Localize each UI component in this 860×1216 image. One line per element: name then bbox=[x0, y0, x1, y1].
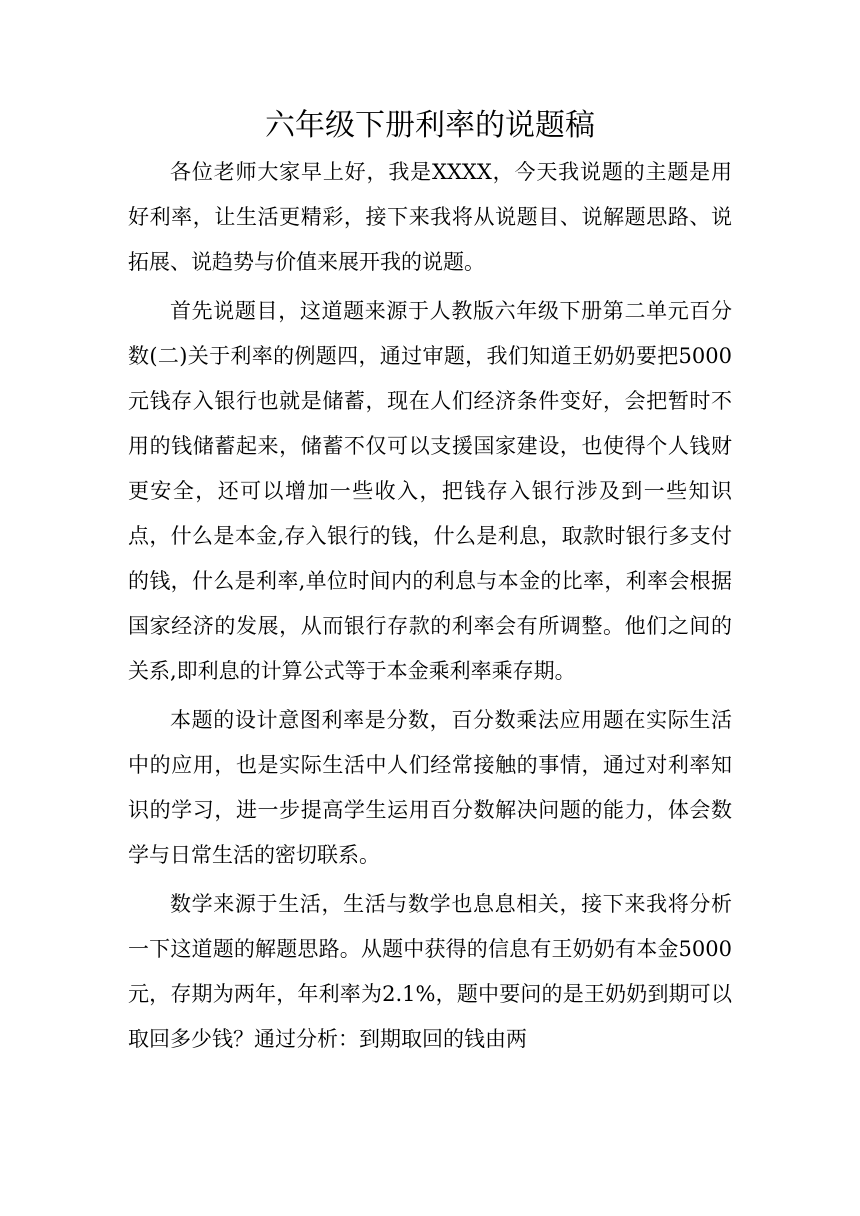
paragraph-problem: 首先说题目，这道题来源于人教版六年级下册第二单元百分数(二)关于利率的例题四，通过审题，我们知道王奶奶要把5000元钱存入银行也就是储蓄，现在人们经济条件变好，会把暂时不用的钱储蓄起来，储蓄不仅可以支援国家建设，也使得个人钱财更安全，还可以增加一些收入，把钱存入银行涉及到一些知识点，什么是本金,存入银行的钱，什么是利息，取款时银行多支付的钱，什么是利率,单位时间内的利息与本金的比率，利率会根据国家经济的发展，从而银行存款的利率会有所调整。他们之间的关系,即利息的计算公式等于本金乘利率乘存期。 bbox=[128, 299, 732, 683]
document-title: 六年级下册利率的说题稿 bbox=[265, 108, 595, 143]
paragraph-design-intent: 本题的设计意图利率是分数，百分数乘法应用题在实际生活中的应用，也是实际生活中人们经常接触的事情，通过对利率知识的学习，进一步提高学生运用百分数解决问题的能力，体会数学与日常生活的密切联系。 bbox=[128, 708, 732, 867]
paragraph-intro: 各位老师大家早上好，我是XXXX，今天我说题的主题是用好利率，让生活更精彩，接下来我将从说题目、说解题思路、说拓展、说趋势与价值来展开我的说题。 bbox=[128, 160, 732, 274]
paragraph-solution-approach: 数学来源于生活，生活与数学也息息相关，接下来我将分析一下这道题的解题思路。从题中获得的信息有王奶奶有本金5000元，存期为两年，年利率为2.1%，题中要问的是王奶奶到期可以取回多少钱？通过分析：到期取回的钱由两 bbox=[128, 892, 732, 1051]
document-body bbox=[128, 150, 732, 1062]
